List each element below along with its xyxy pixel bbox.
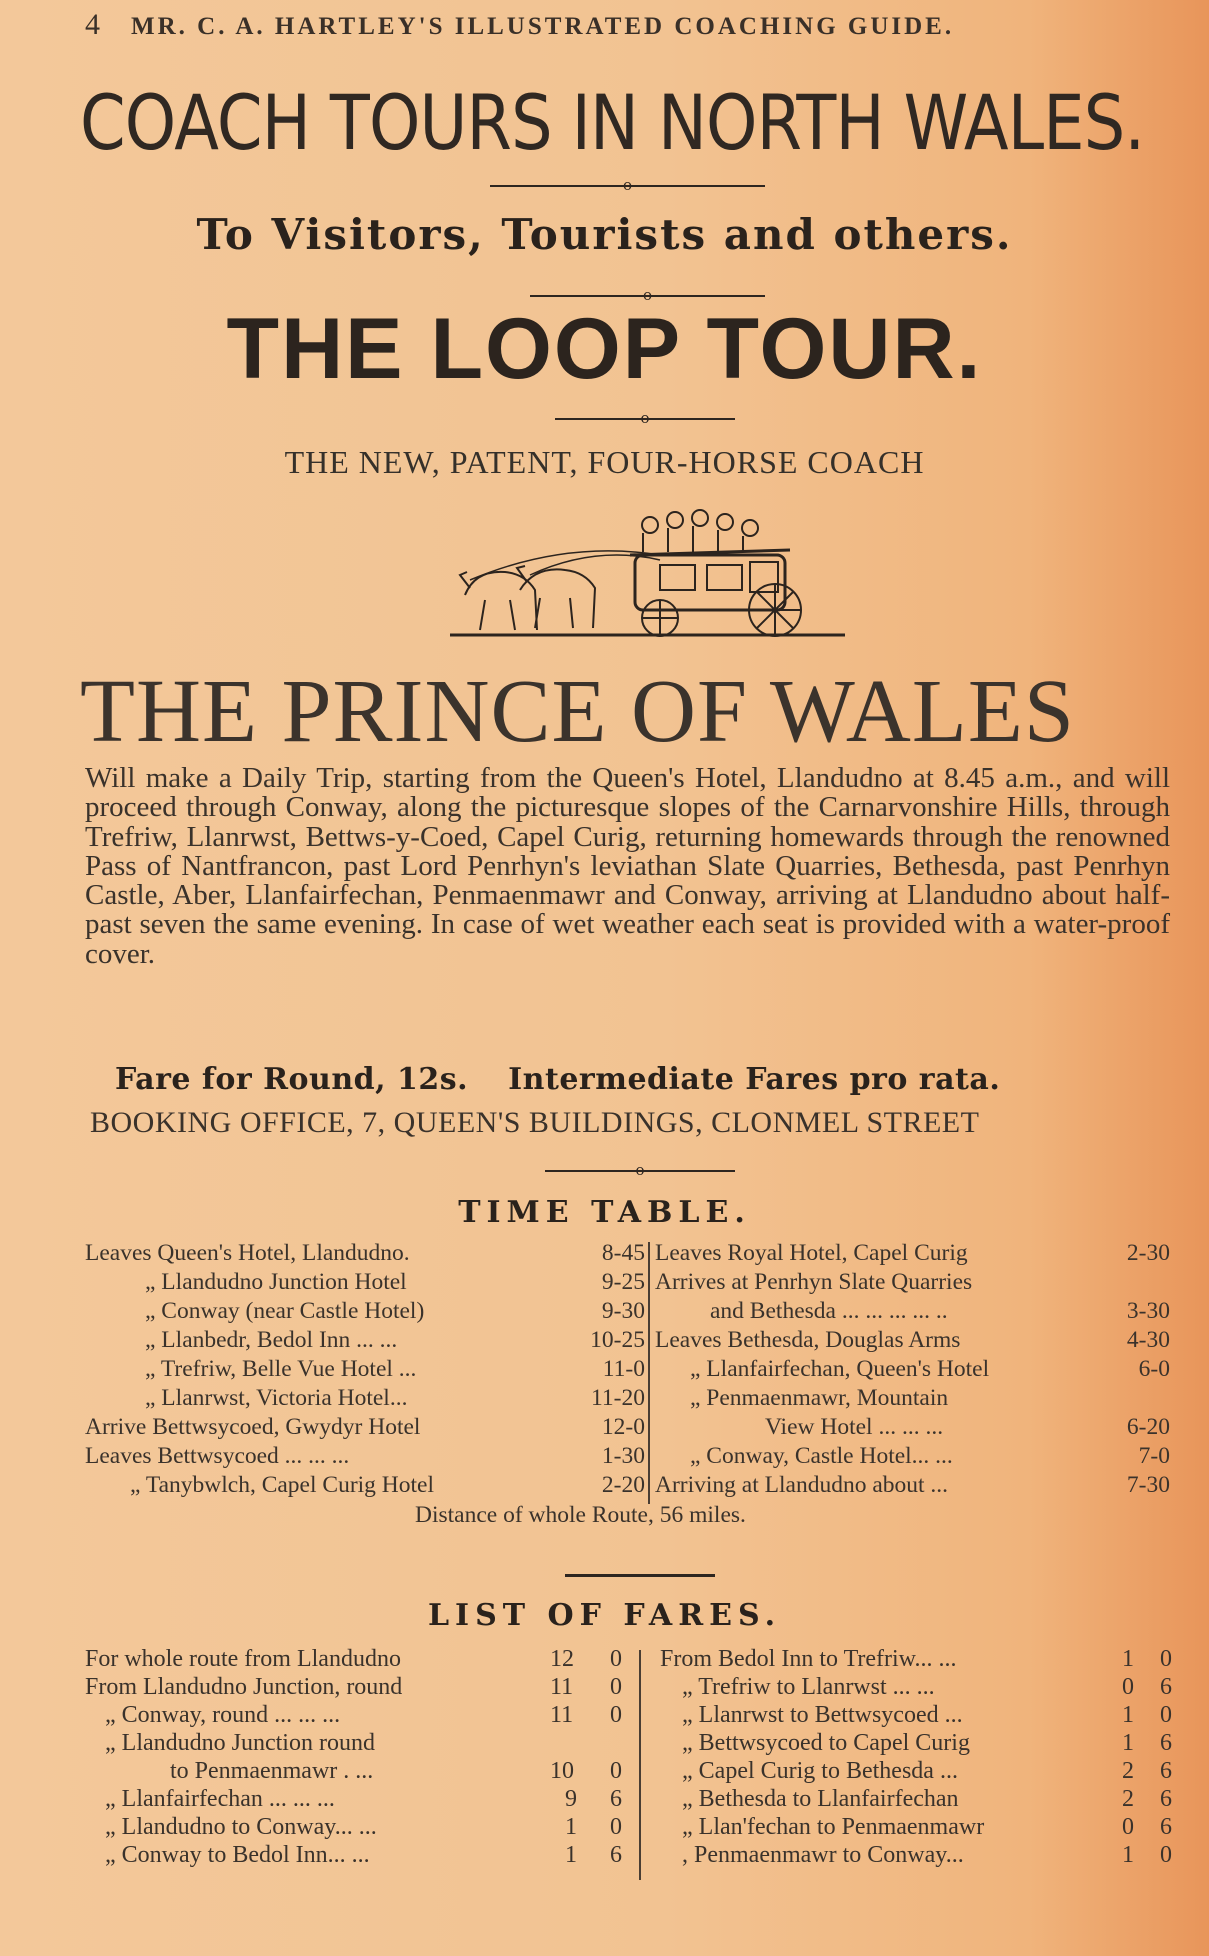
fare-route: to Penmaenmawr . ... [170, 1758, 374, 1784]
timetable-row [655, 1414, 1170, 1441]
fare-row [682, 1814, 984, 1841]
timetable-place: Arrives at Penrhyn Slate Quarries [655, 1269, 973, 1295]
intermediate-fares: Intermediate Fares pro rata. [508, 1062, 1001, 1097]
fare-shillings: 11 [550, 1674, 574, 1700]
timetable-title: TIME TABLE. [458, 1195, 751, 1230]
fare-route: From Bedol Inn to Trefriw... ... [660, 1646, 957, 1672]
timetable-row [655, 1443, 1170, 1470]
route-distance: Distance of whole Route, 56 miles. [415, 1502, 746, 1528]
subtitle: To Visitors, Tourists and others. [196, 210, 1013, 259]
fare-pence: 0 [1160, 1702, 1172, 1728]
timetable-row [85, 1240, 645, 1267]
timetable-row [655, 1472, 1170, 1499]
fare-route: From Llandudno Junction, round [85, 1674, 403, 1700]
timetable-time: 7-0 [1138, 1443, 1170, 1469]
fares-left-column [85, 1646, 630, 1886]
fare-route: „ Llandudno Junction round [105, 1730, 375, 1756]
fare-shillings: 9 [565, 1786, 577, 1812]
fare-shillings: 11 [550, 1702, 574, 1728]
timetable-time: 7-30 [1126, 1472, 1170, 1498]
page-number: 4 [85, 8, 103, 41]
fare-row [660, 1646, 956, 1673]
fare-row [682, 1674, 935, 1701]
fare-row [682, 1758, 958, 1785]
timetable-time: 11-0 [602, 1356, 645, 1382]
description-paragraph: Will make a Daily Trip, starting from the Queen's Hotel, Llandudno at 8.45 a.m., and will proceed through Conway, along the picturesque slopes of the Carnarvonshire Hills, through Trefriw, Llanrwst, Bettws-y-Coed, Capel Curig, returning homewards through the renowned Pass of Nantfrancon, past Lord Penrhyn's leviathan Slate Quarries, Bethesda, past Penrhyn Castle, Aber, Llanfairfechan, Penmaenmawr and Conway, arriving at Llandudno about half-past seven the same evening. In case of wet weather each seat is provided with a water-proof cover. [85, 762, 1170, 970]
coach-line: THE NEW, PATENT, FOUR-HORSE COACH [284, 444, 925, 480]
divider [490, 176, 765, 194]
divider-mark: o [635, 1161, 645, 1179]
fare-shillings: 0 [1122, 1814, 1134, 1840]
fare-shillings: 1 [565, 1842, 577, 1868]
fare-pence: 6 [1160, 1758, 1172, 1784]
fare-route: „ Llan'fechan to Penmaenmawr [682, 1814, 985, 1840]
header-text: MR. C. A. HARTLEY'S ILLUSTRATED COACHING GUIDE. [131, 13, 955, 40]
fare-route: „ Llandudno to Conway... ... [105, 1814, 377, 1840]
timetable-place: „ Llandudno Junction Hotel [145, 1269, 407, 1295]
timetable-row [85, 1443, 645, 1470]
fare-pence: 0 [610, 1702, 622, 1728]
divider-mark: o [640, 409, 650, 427]
timetable-time: 9-30 [601, 1298, 645, 1324]
timetable-place: Leaves Bethesda, Douglas Arms [655, 1327, 961, 1353]
fare-row [682, 1842, 964, 1869]
timetable-place: Leaves Queen's Hotel, Llandudno. [85, 1240, 410, 1266]
fare-route: „ Conway to Bedol Inn... ... [105, 1842, 370, 1868]
fare-pence: 0 [610, 1758, 622, 1784]
timetable-time: 4-30 [1126, 1327, 1170, 1353]
fare-route: „ Llanrwst to Bettwsycoed ... [682, 1702, 963, 1728]
fare-pence: 6 [1160, 1814, 1172, 1840]
timetable-time: 3-30 [1126, 1298, 1170, 1324]
timetable-place: „ Trefriw, Belle Vue Hotel ... [145, 1356, 417, 1382]
timetable-time: 2-20 [601, 1472, 645, 1498]
fare-row [85, 1674, 402, 1701]
fare-row [682, 1702, 963, 1729]
fare-pence: 6 [1160, 1786, 1172, 1812]
timetable-place: „ Penmaenmawr, Mountain [690, 1385, 949, 1411]
timetable-time: 10-25 [590, 1327, 645, 1353]
timetable-time: 12-0 [601, 1414, 645, 1440]
fare-route: „ Llanfairfechan ... ... ... [105, 1786, 335, 1812]
timetable-row [85, 1472, 645, 1499]
divider [545, 1161, 735, 1179]
main-title: COACH TOURS IN NORTH WALES. [80, 78, 1145, 167]
coach-name: THE PRINCE OF WALES [80, 662, 1075, 761]
fare-shillings: 12 [550, 1646, 574, 1672]
timetable-place: „ Llanrwst, Victoria Hotel... [145, 1385, 408, 1411]
timetable-row [655, 1356, 1170, 1383]
section-rule [565, 1574, 715, 1577]
fare-shillings: 1 [1122, 1702, 1134, 1728]
fare-pence: 0 [1160, 1842, 1172, 1868]
fare-shillings: 10 [550, 1758, 574, 1784]
timetable-place: Arrive Bettwsycoed, Gwydyr Hotel [85, 1414, 421, 1440]
running-header [85, 8, 954, 42]
timetable-time: 6-0 [1138, 1356, 1170, 1382]
fare-pence: 0 [610, 1646, 622, 1672]
timetable-time: 2-30 [1126, 1240, 1170, 1266]
route-distance-row [415, 1502, 1015, 1532]
timetable-place: „ Conway, Castle Hotel... ... [690, 1443, 953, 1469]
fare-route: „ Capel Curig to Bethesda ... [682, 1758, 958, 1784]
divider-mark: o [642, 286, 653, 304]
fare-shillings: 1 [565, 1814, 577, 1840]
timetable-time: 1-30 [601, 1443, 645, 1469]
fare-route: „ Bethesda to Llanfairfechan [682, 1786, 959, 1812]
fare-line [115, 1062, 1000, 1097]
timetable-row [85, 1269, 645, 1296]
timetable-right-column [655, 1240, 1170, 1540]
fare-shillings: 1 [1122, 1646, 1134, 1672]
fare-route: „ Conway, round ... ... ... [105, 1702, 341, 1728]
fare-shillings: 2 [1122, 1786, 1134, 1812]
fare-shillings: 1 [1122, 1730, 1134, 1756]
fare-pence: 0 [610, 1674, 622, 1700]
timetable-row [85, 1414, 645, 1441]
fare-pence: 6 [1160, 1674, 1172, 1700]
timetable-place: „ Llanbedr, Bedol Inn ... ... [145, 1327, 398, 1353]
fares-right-column [660, 1646, 1180, 1886]
column-rule [648, 1242, 650, 1504]
fare-row [105, 1786, 335, 1813]
fare-route: „ Bettwsycoed to Capel Curig [682, 1730, 970, 1756]
timetable-place: View Hotel ... ... ... [765, 1414, 944, 1440]
fare-row [105, 1702, 340, 1729]
timetable-place: Arriving at Llandudno about ... [655, 1472, 949, 1498]
fare-pence: 0 [610, 1814, 622, 1840]
timetable-place: „ Llanfairfechan, Queen's Hotel [690, 1356, 990, 1382]
fare-shillings: 2 [1122, 1758, 1134, 1784]
timetable-place: „ Conway (near Castle Hotel) [145, 1298, 425, 1324]
booking-office: BOOKING OFFICE, 7, QUEEN'S BUILDINGS, CLONMEL STREET [90, 1106, 980, 1139]
divider-mark: o [622, 176, 633, 194]
round-fare: Fare for Round, 12s. [115, 1062, 469, 1097]
fare-pence: 6 [610, 1842, 622, 1868]
timetable-place: „ Tanybwlch, Capel Curig Hotel [130, 1472, 435, 1498]
timetable-row [655, 1298, 1170, 1325]
timetable-time: 8-45 [601, 1240, 645, 1266]
fare-route: For whole route from Llandudno [85, 1646, 401, 1672]
timetable-row [85, 1298, 645, 1325]
timetable-row [85, 1385, 645, 1412]
fare-shillings: 1 [1122, 1842, 1134, 1868]
timetable-time: 9-25 [601, 1269, 645, 1295]
fare-row [85, 1646, 401, 1673]
timetable-row [655, 1240, 1170, 1267]
divider [555, 409, 735, 427]
fare-row [105, 1842, 370, 1869]
timetable-left-column [85, 1240, 645, 1540]
fare-row [170, 1758, 373, 1785]
fare-route: , Penmaenmawr to Conway... [682, 1842, 964, 1868]
divider [530, 286, 765, 304]
four-horse-coach-illustration [445, 500, 850, 650]
fare-pence: 6 [610, 1786, 622, 1812]
timetable-row [85, 1356, 645, 1383]
fare-row [682, 1786, 959, 1813]
fare-shillings: 0 [1122, 1674, 1134, 1700]
fare-row [105, 1730, 375, 1757]
timetable-row [655, 1385, 1170, 1412]
column-rule [639, 1650, 641, 1880]
fare-route: „ Trefriw to Llanrwst ... ... [682, 1674, 935, 1700]
timetable-time: 11-20 [591, 1385, 645, 1411]
fare-row [105, 1814, 377, 1841]
fare-pence: 0 [1160, 1646, 1172, 1672]
timetable-row [655, 1327, 1170, 1354]
timetable-place: and Bethesda ... ... ... ... .. [710, 1298, 948, 1324]
tour-name: THE LOOP TOUR. [226, 301, 983, 397]
fare-pence: 6 [1160, 1730, 1172, 1756]
timetable-row [655, 1269, 1170, 1296]
fare-row [682, 1730, 970, 1757]
timetable-row [85, 1327, 645, 1354]
timetable-place: Leaves Bettwsycoed ... ... ... [85, 1443, 350, 1469]
timetable-time: 6-20 [1126, 1414, 1170, 1440]
fares-title: LIST OF FARES. [427, 1598, 782, 1633]
timetable-place: Leaves Royal Hotel, Capel Curig [655, 1240, 968, 1266]
